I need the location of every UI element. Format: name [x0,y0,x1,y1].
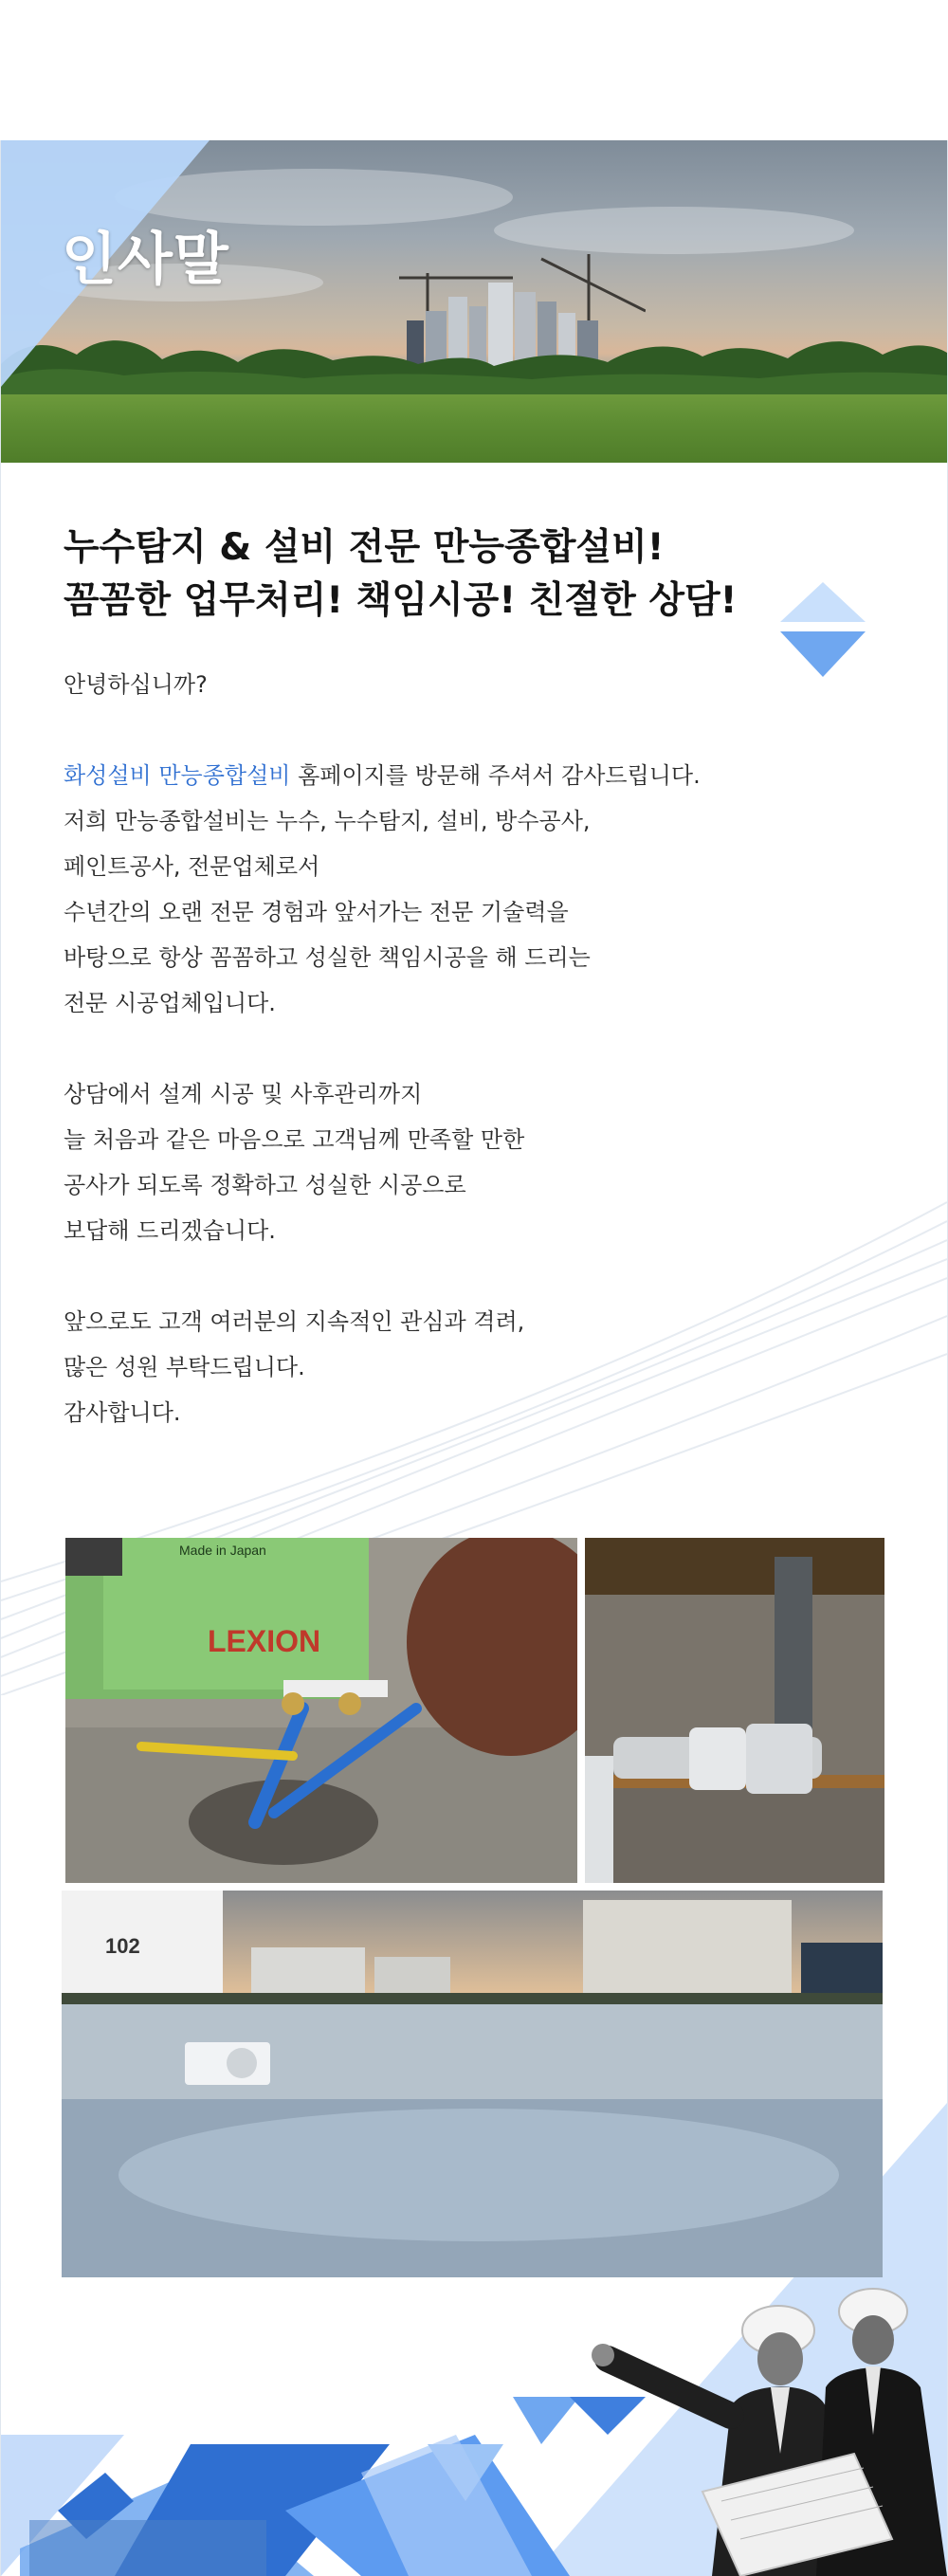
paragraph-1-line-5: 바탕으로 항상 꼼꼼하고 성실한 책임시공을 해 드리는 [64,944,591,971]
heading-line-1: 누수탐지 & 설비 전문 만능종합설비! [64,526,665,569]
photo-pipe-repair [65,1538,577,1883]
pipe-repair-photo-icon [65,1538,577,1883]
paragraph-3-line-1: 앞으로도 고객 여러분의 지속적인 관심과 격려, [64,1308,525,1335]
paragraph-1-line-3: 페인트공사, 전문업체로서 [64,853,320,880]
pipe-fitting-photo-icon [585,1538,884,1883]
hero-banner [1,140,947,463]
rooftop-photo-icon [62,1891,883,2277]
greeting-page [0,140,948,2576]
building-number: 102 [105,1934,140,1958]
paragraph-1-line-1 [64,753,822,798]
heading-line-2: 꼼꼼한 업무처리! 책임시공! 친절한 상담! [64,579,738,622]
paragraph-1-line-4: 수년간의 오랜 전문 경험과 앞서가는 전문 기술력을 [64,899,569,925]
box-label: Made in Japan [179,1543,266,1558]
greeting-message [64,662,822,1435]
paragraph-2-line-3: 공사가 되도록 정확하고 성실한 시공으로 [64,1172,466,1198]
photo-pipe-fitting [585,1538,884,1883]
page-title: 인사말 [62,227,229,293]
paragraph-1-line-2: 저희 만능종합설비는 누수, 누수탐지, 설비, 방수공사, [64,808,591,834]
paragraph-2-line-1: 상담에서 설계 시공 및 사후관리까지 [64,1081,423,1107]
intro-heading [64,521,737,628]
paragraph-2-line-4: 보답해 드리겠습니다. [64,1217,276,1244]
paragraph-1-line-1-text: 홈페이지를 방문해 주셔서 감사드립니다. [290,762,701,789]
brand-logo: LEXION [208,1624,321,1658]
company-name: 화성설비 만능종합설비 [64,762,291,789]
hero-grass [1,394,947,463]
greeting-line: 안녕하십니까? [64,671,208,698]
paragraph-1-line-6: 전문 시공업체입니다. [64,990,276,1016]
paragraph-3-line-2: 많은 성원 부탁드립니다. [64,1354,305,1380]
workers-illustration-icon [570,2264,947,2576]
paragraph-3-line-3: 감사합니다. [64,1399,181,1426]
photo-rooftop-waterproofing [62,1891,883,2277]
paragraph-2-line-2: 늘 처음과 같은 마음으로 고객님께 만족할 만한 [64,1126,525,1153]
